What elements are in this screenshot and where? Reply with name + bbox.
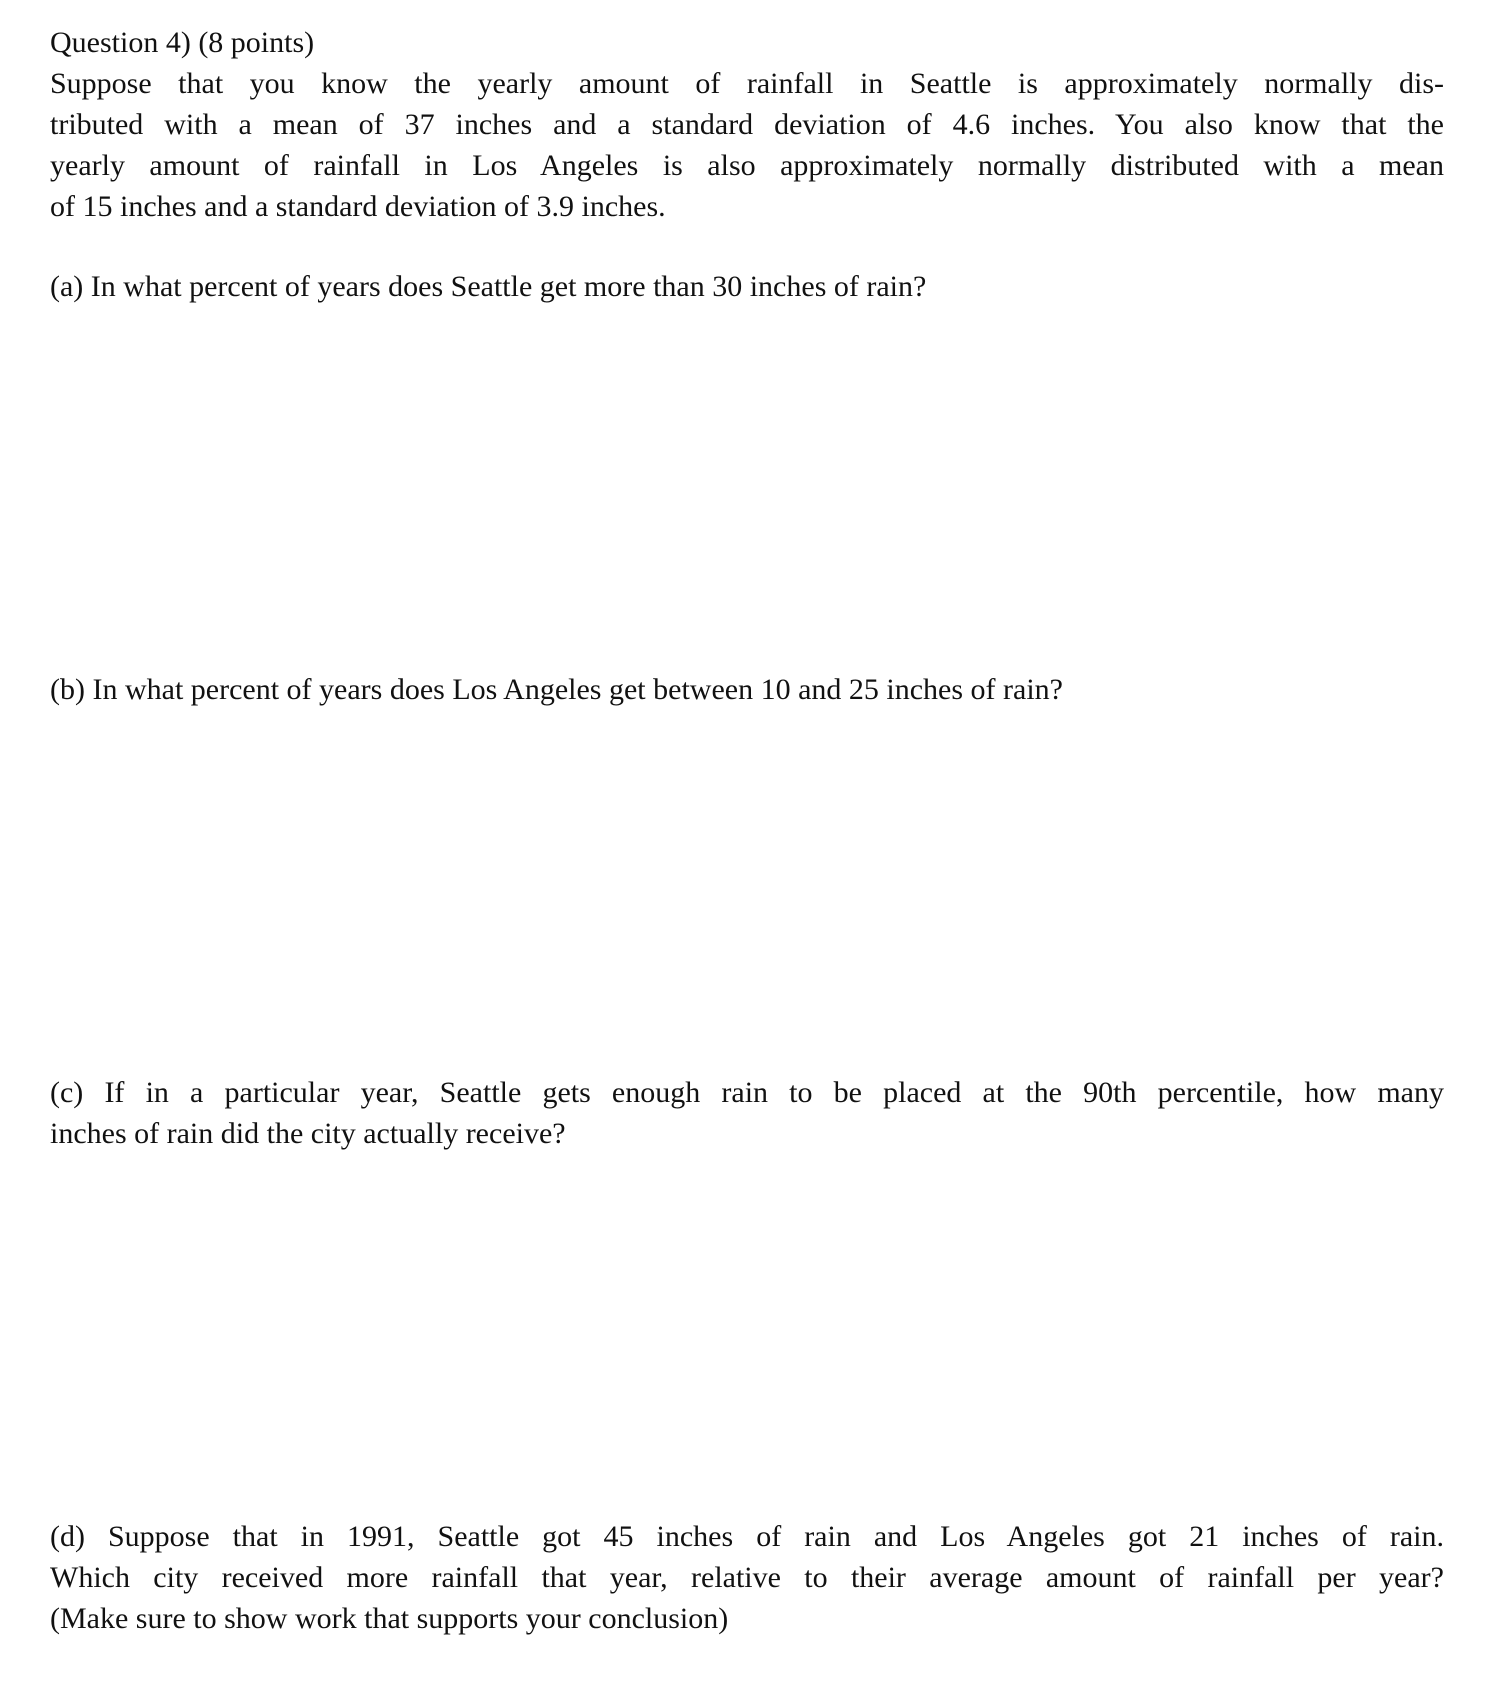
part-b-question [50,669,1444,710]
part-d-question [50,1516,1444,1639]
question-title [50,22,1444,63]
question-intro [50,63,1444,227]
part-a-line: (a) In what percent of years does Seattle get more than 30 inches of rain? [50,270,927,303]
part-a-question [50,266,1444,307]
part-c-line: inches of rain did the city actually receive? [50,1117,566,1150]
intro-line: yearly amount of rainfall in Los Angeles is also approximately normally distributed with a mean [50,149,1444,182]
intro-line: of 15 inches and a standard deviation of 3.9 inches. [50,190,666,223]
part-d-line: Which city received more rainfall that year, relative to their average amount of rainfall per year? [50,1561,1444,1594]
part-d-line: (Make sure to show work that supports your conclusion) [50,1602,729,1635]
part-c-line: (c) If in a particular year, Seattle gets enough rain to be placed at the 90th percentile, how many [50,1076,1444,1109]
intro-line: tributed with a mean of 37 inches and a standard deviation of 4.6 inches. You also know that the [50,108,1444,141]
part-c-question [50,1072,1444,1154]
intro-line: Suppose that you know the yearly amount of rainfall in Seattle is approximately normally dis- [50,67,1444,100]
part-b-line: (b) In what percent of years does Los Angeles get between 10 and 25 inches of rain? [50,673,1063,706]
question-title-text: Question 4) (8 points) [50,26,315,59]
part-d-line: (d) Suppose that in 1991, Seattle got 45 inches of rain and Los Angeles got 21 inches of rain. [50,1520,1444,1553]
